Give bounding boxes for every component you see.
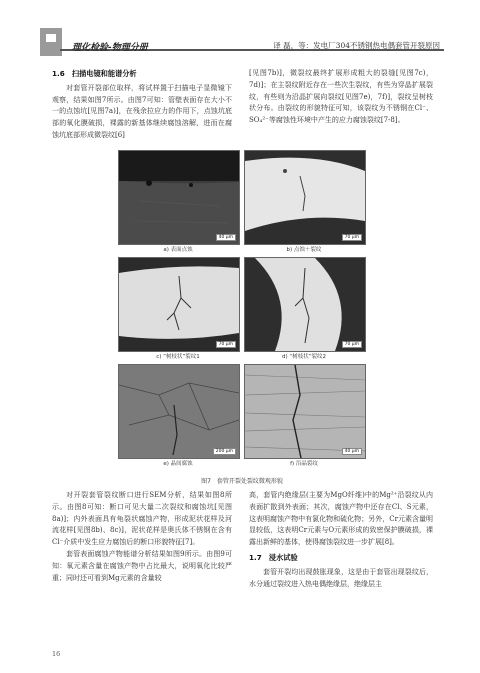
micrograph-e (118, 364, 240, 459)
panel-caption: a) 表面点蚀 (163, 247, 193, 253)
section-heading: 1.7 浸水试验 (249, 552, 298, 562)
micrograph-b (244, 150, 366, 245)
paragraph: 套管开裂均出现鼓胀现象，这是由于套管出现裂纹后，水分通过裂纹进入热电偶绝缘层，绝缘层主 (249, 567, 433, 588)
scale-bar: 70 μm (342, 234, 362, 241)
page-number: 16 (52, 650, 61, 658)
section-heading: 1.6 扫描电镜和能谱分析 (52, 69, 137, 78)
micrograph-f (244, 364, 366, 459)
section-tag: 理化检验-物理分册 (72, 43, 148, 53)
panel-caption: e) 晶间腐蚀 (163, 461, 193, 467)
figure-7 (118, 150, 366, 480)
paragraph: 高，套管内绝缘层(主要为MgO纤维)中的Mg²⁺沿裂纹从内表面扩散到外表面；其次，腐蚀产物中还存在Cl、S元素，这表明腐蚀产物中有氯化物和硫化物；另外，Cr元素含量明显较低，这表明Cr元素与O元素形成的致密保护膜破损，裸露出新鲜的基体，使得腐蚀裂纹进一步扩展[8]。 (249, 491, 433, 547)
panel-caption: b) 点蚀＋裂纹 (286, 247, 322, 253)
journal-logo-icon (40, 28, 62, 56)
bottom-right-column (249, 490, 433, 590)
paragraph: [见图7b)]，微裂纹最终扩展形成粗大的裂缝[见图7c)，7d)]；在主裂纹附近存在一些次生裂纹，有些为穿晶扩展裂纹，有些则为沿晶扩展向裂纹[见图7e)，7f)]，裂纹呈树枝状分布。由裂纹的形貌特征可知，该裂纹为不锈钢在Cl⁻、SO₄²⁻等腐蚀性环境中产生的应力腐蚀裂纹[7-8]。 (249, 69, 433, 125)
paragraph: 对开裂套管裂纹断口进行SEM分析，结果如图8所示。由图8可知：断口可见大量二次裂纹和腐蚀坑[见图8a)]；内外表面具有龟裂状腐蚀产物，形成泥状花样及河流花样[见图8b)、8c)]，泥状花样是奥氏体不锈钢在含有Cl⁻介质中发生应力腐蚀后的断口形貌特征[7]。 (52, 491, 232, 547)
scale-bar: 200 μm (213, 448, 236, 455)
scale-bar: 70 μm (216, 341, 236, 348)
scale-bar: 40 μm (216, 234, 236, 241)
panel-caption: d) “树枝状”裂纹2 (281, 354, 327, 360)
figure-caption: 图7 套管开裂处裂纹微观形貌 (201, 478, 283, 485)
scale-bar: 70 μm (342, 341, 362, 348)
running-head: 译 磊，等：发电厂304不锈钢热电偶套管开裂原因 (273, 41, 440, 50)
panel-caption: c) “树枝状”裂纹1 (156, 354, 200, 360)
micrograph-a (118, 150, 240, 245)
bottom-left-column (52, 490, 232, 584)
micrograph-d (244, 257, 366, 352)
section-1-6 (52, 68, 232, 142)
scale-bar: 40 μm (342, 448, 362, 455)
right-column-top (249, 68, 433, 127)
panel-caption: f) 沿晶裂纹 (290, 461, 318, 467)
paragraph: 套管表面腐蚀产物能谱分析结果如图9所示。由图9可知：氧元素含量在腐蚀产物中占比最大，说明氧化比较严重；同时还可看到Mg元素的含量较 (52, 549, 232, 582)
page-header (0, 0, 480, 60)
paragraph: 对套管开裂部位取样，将试样置于扫描电子显微镜下观察，结果如图7所示。由图7可知：管壁表面存在大小不一的点蚀坑[见图7a)]，在残余拉应力的作用下，点蚀坑底部的氧化膜破损，裸露的新基体继续腐蚀溶解，进而在腐蚀坑底部形成微裂纹[6] (52, 83, 232, 139)
micrograph-c (118, 257, 240, 352)
